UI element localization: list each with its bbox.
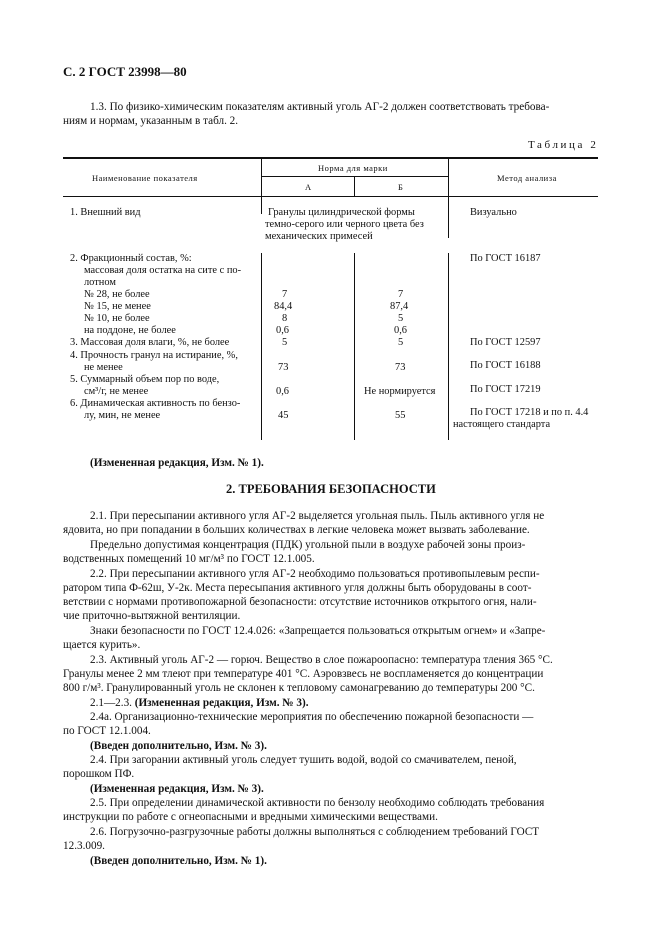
row2-b-4: 0,6	[394, 325, 407, 336]
amend-21-23-bold: (Измененная редакция, Изм. № 3).	[134, 697, 309, 709]
p23-line-1: 2.3. Активный уголь АГ-2 — горюч. Вещество в слое пожароопасно: температура тления 365 °С.	[90, 654, 553, 666]
row4-name-1: 4. Прочность гранул на истирание, %,	[70, 350, 238, 361]
row2-b-1: 7	[398, 289, 404, 300]
p24-line-2: порошком ПФ.	[63, 768, 135, 780]
row5-a: 0,6	[276, 386, 289, 397]
row2-a-4: 0,6	[276, 325, 289, 336]
p23-line-2: Гранулы менее 2 мм тлеют при температуре 401 °С. Аэровзвесь не воспламеняется до концентрации	[63, 668, 544, 680]
row6-b: 55	[395, 410, 406, 421]
p22-line-4: чие приточно-вытяжной вентиляции.	[63, 610, 241, 622]
page-header: С. 2 ГОСТ 23998—80	[63, 64, 187, 79]
row5-method: По ГОСТ 17219	[470, 384, 541, 395]
intro-line-2: ниям и нормам, указанным в табл. 2.	[63, 115, 239, 127]
col-divider-1	[261, 158, 262, 214]
row4-a: 73	[278, 362, 289, 373]
row6-name-1: 6. Динамическая активность по бензо-	[70, 398, 241, 409]
row3-b: 5	[398, 337, 404, 348]
p25-line-1: 2.5. При определении динамической активности по бензолу необходимо соблюдать требования	[90, 797, 545, 809]
note-after-table: (Измененная редакция, Изм. № 1).	[90, 457, 264, 469]
row6-name-2: лу, мин, не менее	[84, 410, 161, 421]
p25-line-2: инструкции по работе с огнеопасными и вредными химическими веществами.	[63, 811, 438, 823]
section-title: 2. ТРЕБОВАНИЯ БЕЗОПАСНОСТИ	[226, 482, 436, 496]
header-norm: Норма для марки	[318, 163, 388, 173]
row4-name-2: не менее	[84, 362, 123, 373]
row1-desc-3: механических примесей	[265, 231, 373, 242]
row6-a: 45	[278, 410, 289, 421]
row2-a-1: 7	[282, 289, 288, 300]
row2-a-3: 8	[282, 313, 288, 324]
pdk-line-1: Предельно допустимая концентрация (ПДК) угольной пыли в воздухе рабочей зоны произ-	[90, 539, 526, 551]
col-divider-2	[354, 176, 355, 196]
row2-name-5: № 15, не менее	[84, 301, 151, 312]
col-divider-3b	[448, 253, 449, 440]
p26-line-2: 12.3.009.	[63, 840, 105, 852]
row6-method-1: По ГОСТ 17218 и по п. 4.4	[470, 407, 589, 418]
row2-name-6: № 10, не более	[84, 313, 150, 324]
row1-name: 1. Внешний вид	[70, 207, 141, 218]
note-26: (Введен дополнительно, Изм. № 1).	[90, 855, 267, 867]
p26-line-1: 2.6. Погрузочно-разгрузочные работы должны выполняться с соблюдением требований ГОСТ	[90, 826, 540, 838]
signs-line-2: щается курить».	[63, 639, 141, 651]
row1-desc-2: темно-серого или черного цвета без	[265, 219, 424, 230]
row2-b-2: 87,4	[390, 301, 409, 312]
pdk-line-2: водственных помещений 10 мг/м³ по ГОСТ 12.1.005.	[63, 553, 315, 565]
p24a-line-2: по ГОСТ 12.1.004.	[63, 725, 151, 737]
row3-a: 5	[282, 337, 288, 348]
p22-line-3: ветствии с нормами противопожарной безопасности: отсутствие источников открытого огня, нали-	[63, 596, 537, 608]
row2-name-2: массовая доля остатка на сите с по-	[84, 265, 242, 276]
table-caption: Таблица 2	[528, 139, 599, 151]
row2-b-3: 5	[398, 313, 404, 324]
p22-line-1: 2.2. При пересыпании активного угля АГ-2 необходимо пользоваться противопылевым респи-	[90, 568, 540, 580]
row5-name-2: см³/г, не менее	[84, 386, 149, 397]
row3-name: 3. Массовая доля влаги, %, не более	[70, 337, 230, 348]
row2-name-7: на поддоне, не более	[84, 325, 176, 336]
amend-21-23	[90, 696, 309, 710]
header-name: Наименование показателя	[92, 173, 198, 183]
row4-method: По ГОСТ 16188	[470, 360, 541, 371]
col-divider-3	[448, 158, 449, 238]
table-header-rule	[63, 196, 598, 197]
note-24a: (Введен дополнительно, Изм. № 3).	[90, 740, 267, 752]
row5-name-1: 5. Суммарный объем пор по воде,	[70, 374, 220, 385]
row4-b: 73	[395, 362, 406, 373]
row2-a-2: 84,4	[274, 301, 293, 312]
row2-name-1: 2. Фракционный состав, %:	[70, 253, 192, 264]
col-divider-1b	[261, 253, 262, 440]
p21-line-2: ядовита, но при попадании в больших количествах в легкие человека может вызвать заболевание.	[63, 524, 530, 536]
col-divider-2b	[354, 253, 355, 440]
p21-line-1: 2.1. При пересыпании активного угля АГ-2 выделяется угольная пыль. Пыль активного угля не	[90, 510, 545, 522]
p22-line-2: ратором типа Ф-62ш, У-2к. Места пересыпания активного угля должны быть оборудованы в соот-	[63, 582, 532, 594]
row1-method: Визуально	[470, 207, 517, 218]
table-top-rule	[63, 157, 598, 159]
row3-method: По ГОСТ 12597	[470, 337, 541, 348]
row2-name-3: лотном	[84, 277, 116, 288]
note-24: (Измененная редакция, Изм. № 3).	[90, 783, 264, 795]
p23-line-3: 800 г/м³. Гранулированный уголь не склонен к тепловому самонагреванию до температуры 200 °С.	[63, 682, 535, 694]
row2-method: По ГОСТ 16187	[470, 253, 541, 264]
intro-line-1: 1.3. По физико-химическим показателям активный уголь АГ-2 должен соответствовать требова-	[90, 101, 550, 113]
row1-desc-1: Гранулы цилиндрической формы	[268, 207, 415, 218]
p24-line-1: 2.4. При загорании активный уголь следует тушить водой, водой со смачивателем, пеной,	[90, 754, 517, 766]
row6-method-2: настоящего стандарта	[453, 419, 551, 430]
amend-21-23-prefix: 2.1—2.3.	[90, 697, 135, 709]
signs-line-1: Знаки безопасности по ГОСТ 12.4.026: «Запрещается пользоваться открытым огнем» и «Запре-	[90, 625, 546, 637]
row5-b: Не нормируется	[364, 386, 436, 397]
header-grade-b: Б	[398, 182, 404, 192]
row2-name-4: № 28, не более	[84, 289, 150, 300]
header-method: Метод анализа	[497, 173, 557, 183]
header-grade-a: А	[305, 182, 312, 192]
p24a-line-1: 2.4а. Организационно-технические мероприятия по обеспечению пожарной безопасности —	[90, 711, 534, 723]
